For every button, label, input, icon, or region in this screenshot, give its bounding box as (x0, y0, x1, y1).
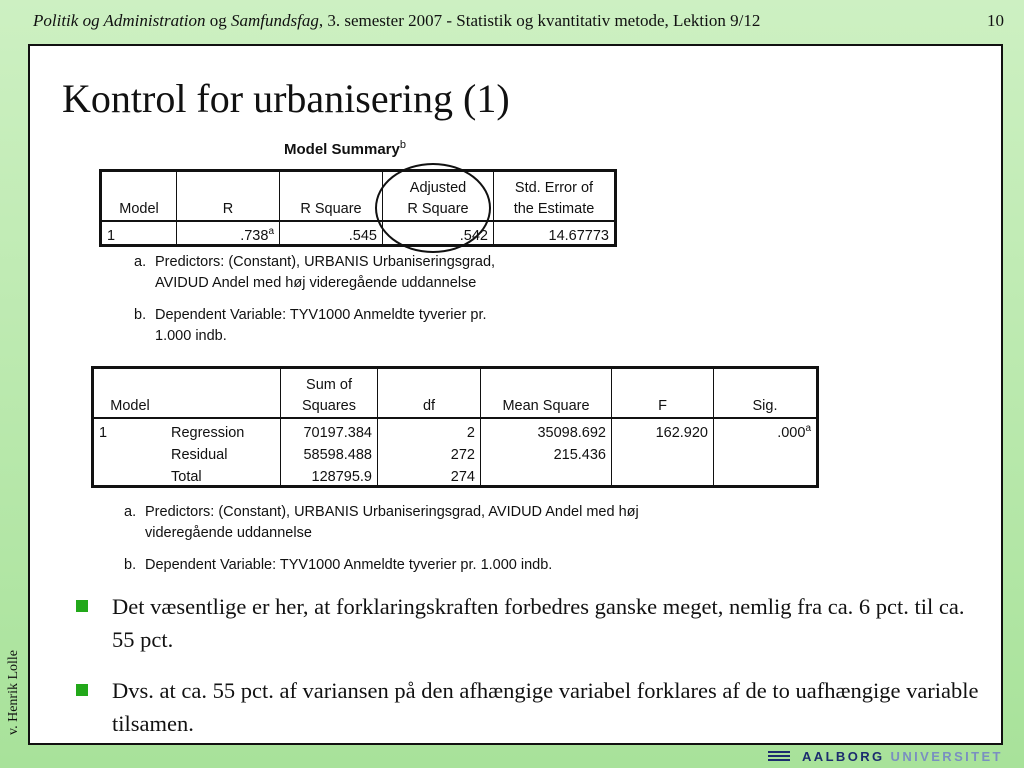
table-row (93, 418, 818, 441)
bullet-item (76, 590, 986, 656)
table-row (101, 221, 616, 246)
anova-header-f: F (612, 368, 714, 419)
cell-model: 1 (107, 228, 116, 244)
cell-ms (481, 463, 612, 487)
bullet-text: Det væsentlige er her, at forklaringskraften forbedres ganske meget, nemlig fra ca. 6 pct. til ca. 55 pct. (112, 594, 965, 652)
model-summary-note-b (134, 305, 614, 349)
note-text (155, 252, 495, 294)
note-line1: Predictors: (Constant), URBANIS Urbaniseringsgrad, AVIDUD Andel med høj (145, 504, 639, 520)
page-number: 10 (987, 11, 1004, 30)
cell-label: Total (171, 469, 202, 485)
cell-std-error: 14.67773 (494, 221, 616, 246)
header-r: R (177, 171, 280, 222)
anova-header-ss-line2: Squares (301, 398, 356, 414)
model-summary-caption-text: Model Summary (284, 141, 400, 158)
cell-f (612, 441, 714, 463)
header-model: Model (119, 201, 159, 217)
model-summary-caption (284, 139, 406, 158)
model-summary-caption-sup: b (399, 139, 406, 151)
bullet-item (76, 674, 986, 740)
anova-header-sig: Sig. (714, 368, 818, 419)
anova-header-row (93, 368, 818, 419)
anova-header-df: df (378, 368, 481, 419)
author-label: v. Henrik Lolle (6, 649, 21, 735)
anova-note-a (124, 502, 804, 546)
cell-r-square: .545 (280, 221, 383, 246)
cell-model (93, 441, 167, 463)
note-line2: videregående uddannelse (145, 525, 312, 541)
cell-adj-r-square: .542 (383, 221, 494, 246)
note-label: b. (134, 307, 147, 323)
note-label: b. (124, 557, 137, 573)
header-part2: og (205, 11, 232, 30)
note-line2: 1.000 indb. (155, 328, 227, 344)
cell-f: 162.920 (612, 418, 714, 441)
highlight-circle (375, 163, 491, 253)
cell-sig (714, 441, 818, 463)
bullet-text: Dvs. at ca. 55 pct. af variansen på den afhængige variabel forklares af de to uafhængige variable tilsamen. (112, 678, 979, 736)
header-std-line1: Std. Error of (514, 180, 594, 196)
cell-sig (714, 418, 818, 441)
slide-content (28, 44, 1003, 745)
cell-r-value: .738 (240, 228, 269, 244)
cell-sig-value: .000 (777, 425, 806, 441)
cell-df: 274 (378, 463, 481, 487)
note-text: Dependent Variable: TYV1000 Anmeldte tyverier pr. 1.000 indb. (145, 557, 553, 573)
model-summary-note-a (134, 252, 614, 296)
model-summary-table (99, 169, 617, 247)
note-line1: Dependent Variable: TYV1000 Anmeldte tyverier pr. (155, 307, 487, 323)
cell-sig (714, 463, 818, 487)
table-row (93, 463, 818, 487)
cell-ss: 70197.384 (281, 418, 378, 441)
cell-label: Residual (171, 447, 228, 463)
anova-header-model: Model (110, 398, 150, 414)
bullet-square-icon (76, 684, 88, 696)
header-std-line2: the Estimate (513, 201, 595, 217)
note-text (145, 502, 639, 544)
cell-sig-sup: a (805, 423, 811, 435)
cell-df: 2 (378, 418, 481, 441)
anova-header-blank (166, 368, 281, 419)
cell-ms: 215.436 (481, 441, 612, 463)
note-text (155, 305, 487, 347)
slide-header (0, 0, 1024, 44)
cell-r-sup: a (268, 226, 274, 238)
aalborg-universitet-logo (768, 745, 1003, 767)
anova-note-b (124, 555, 804, 577)
anova-header-ss-line1: Sum of (306, 377, 352, 393)
logo-word1: AALBORG (802, 748, 885, 764)
header-part1: Politik og Administration (33, 11, 206, 30)
slide-title: Kontrol for urbanisering (1) (62, 76, 510, 121)
note-label: a. (124, 504, 137, 520)
cell-df: 272 (378, 441, 481, 463)
note-line1: Predictors: (Constant), URBANIS Urbaniseringsgrad, (155, 254, 496, 270)
cell-label: Regression (171, 425, 245, 441)
header-part3: Samfundsfag (231, 11, 319, 30)
header-std-error (494, 171, 616, 222)
note-label: a. (134, 254, 147, 270)
model-summary-header-row (101, 171, 616, 222)
header-r-square: R Square (280, 171, 383, 222)
anova-header-ss (281, 368, 378, 419)
cell-f (612, 463, 714, 487)
table-row (93, 441, 818, 463)
anova-table (91, 366, 819, 488)
header-course-info (33, 11, 760, 31)
cell-ss: 128795.9 (281, 463, 378, 487)
logo-word2: UNIVERSITET (890, 748, 1003, 764)
cell-ms: 35098.692 (481, 418, 612, 441)
anova-header-ms: Mean Square (481, 368, 612, 419)
cell-model (93, 463, 167, 487)
header-adjusted-line2: R Square (407, 201, 469, 217)
bullet-square-icon (76, 600, 88, 612)
cell-model: 1 (99, 425, 108, 441)
cell-ss: 58598.488 (281, 441, 378, 463)
logo-bars-icon (768, 749, 790, 763)
cell-r (177, 221, 280, 246)
header-part4: , 3. semester 2007 - Statistik og kvantitativ metode, Lektion 9/12 (318, 11, 761, 30)
header-adjusted-line1: Adjusted (409, 180, 467, 196)
note-line2: AVIDUD Andel med høj videregående uddannelse (155, 275, 477, 291)
